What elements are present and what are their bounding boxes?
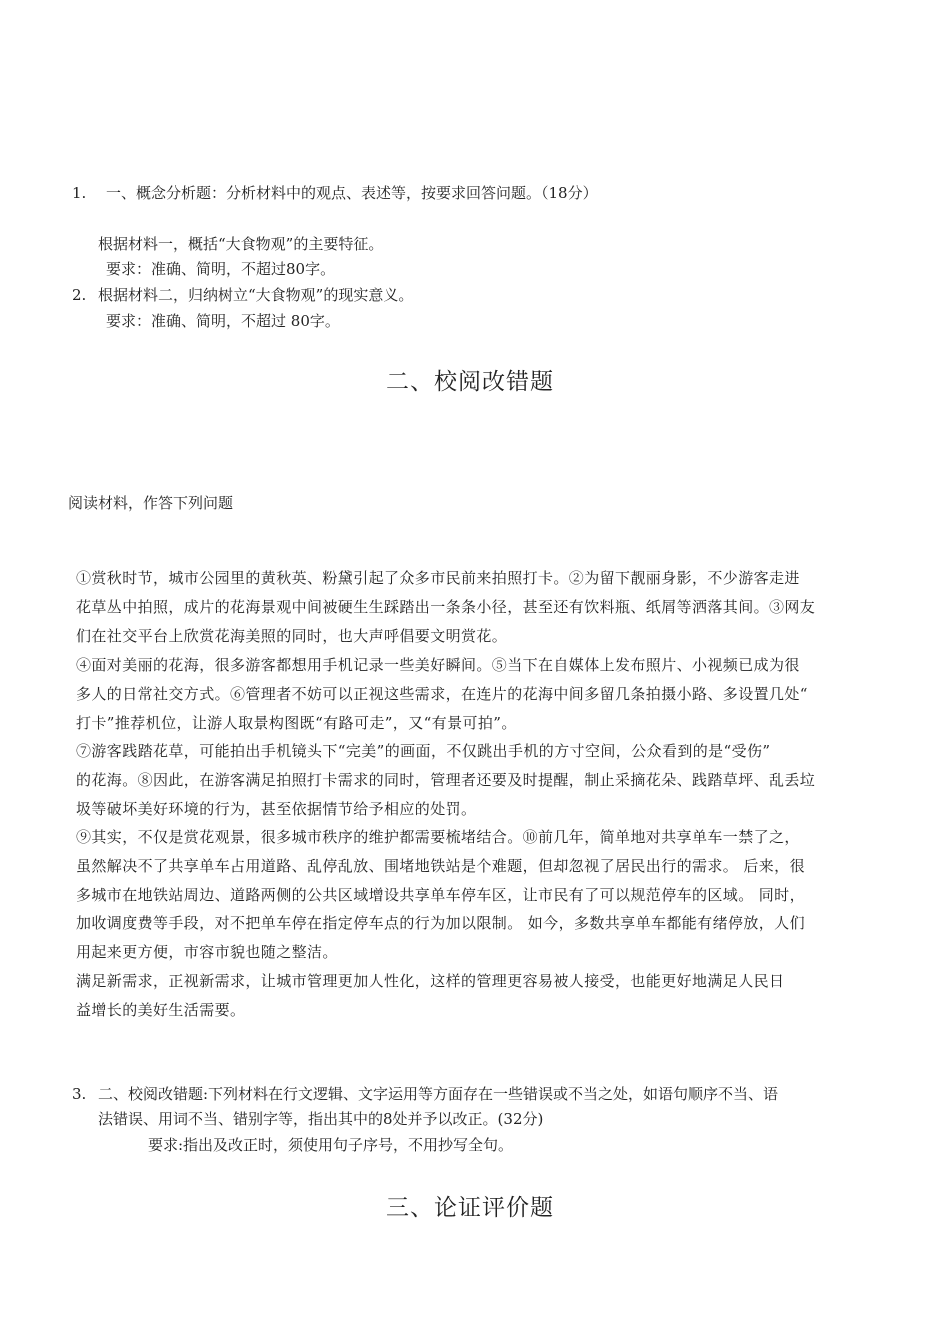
section-heading: 二、校阅改错题 xyxy=(386,369,554,395)
passage-line: 虽然解决不了共享单车占用道路、乱停乱放、围堵地铁站是个难题，但却忽视了居民出行的需求。 后来，很 xyxy=(76,857,805,875)
question-title-cont: 法错误、用词不当、错别字等，指出其中的8处并予以改正。(32分) xyxy=(98,1110,544,1128)
section-heading: 三、论证评价题 xyxy=(386,1195,554,1221)
passage-line: 满足新需求，正视新需求，让城市管理更加人性化，这样的管理更容易被人接受，也能更好地满足人民日 xyxy=(76,972,785,990)
question-title: 二、校阅改错题:下列材料在行文逻辑、文字运用等方面存在一些错误或不当之处，如语句顺序不当、语 xyxy=(98,1085,779,1103)
passage-line: 多城市在地铁站周边、道路两侧的公共区域增设共享单车停车区，让市民有了可以规范停车的区域。 同时， xyxy=(76,886,805,904)
passage-line: ④面对美丽的花海，很多游客都想用手机记录一些美好瞬间。⑤当下在自媒体上发布照片、小视频已成为很 xyxy=(76,656,800,674)
passage-line: 圾等破坏美好环境的行为，甚至依据情节给予相应的处罚。 xyxy=(76,800,477,818)
passage-line: ①赏秋时节，城市公园里的黄秋英、粉黛引起了众多市民前来拍照打卡。②为留下靓丽身影，不少游客走进 xyxy=(76,569,800,587)
passage-line: ⑦游客践踏花草，可能拍出手机镜头下“完美”的画面，不仅跳出手机的方寸空间，公众看到的是“受伤” xyxy=(76,742,771,760)
passage-line: 打卡”推荐机位，让游人取景构图既“有路可走”，又“有景可拍”。 xyxy=(76,714,517,732)
passage-line: ⑨其实，不仅是赏花观景，很多城市秩序的维护都需要梳堵结合。⑩前几年，简单地对共享单车一禁了之， xyxy=(76,828,800,846)
question-text: 根据材料一，概括“大食物观”的主要特征。 xyxy=(98,235,384,253)
question-number: 2. xyxy=(72,286,87,304)
question-title: 一、概念分析题：分析材料中的观点、表述等，按要求回答问题。（18分） xyxy=(106,184,598,202)
question-requirement: 要求:指出及改正时，须使用句子序号，不用抄写全句。 xyxy=(148,1136,514,1154)
question-requirement: 要求：准确、简明，不超过80字。 xyxy=(106,260,336,278)
passage-line: 用起来更方便，市容市貌也随之整洁。 xyxy=(76,943,338,961)
question-number: 3. xyxy=(72,1085,87,1103)
passage-line: 们在社交平台上欣赏花海美照的同时，也大声呼倡要文明赏花。 xyxy=(76,627,508,645)
question-text: 根据材料二，归纳树立“大食物观”的现实意义。 xyxy=(98,286,414,304)
passage-line: 花草丛中拍照，成片的花海景观中间被硬生生踩踏出一条条小径，甚至还有饮料瓶、纸屑等洒落其间。③网友 xyxy=(76,598,816,616)
passage-line: 多人的日常社交方式。⑥管理者不妨可以正视这些需求，在连片的花海中间多留几条拍摄小路、多设置几处“ xyxy=(76,685,808,703)
question-requirement: 要求：准确、简明，不超过 80字。 xyxy=(106,312,340,330)
passage-line: 益增长的美好生活需要。 xyxy=(76,1001,246,1019)
instruction-text: 阅读材料，作答下列问题 xyxy=(68,494,234,512)
question-number: 1. xyxy=(72,184,87,202)
passage-line: 的花海。⑧因此，在游客满足拍照打卡需求的同时，管理者还要及时提醒，制止采摘花朵、践踏草坪、乱丢垃 xyxy=(76,771,816,789)
passage-line: 加收调度费等手段，对不把单车停在指定停车点的行为加以限制。 如今，多数共享单车都能有绪停放，人们 xyxy=(76,914,805,932)
